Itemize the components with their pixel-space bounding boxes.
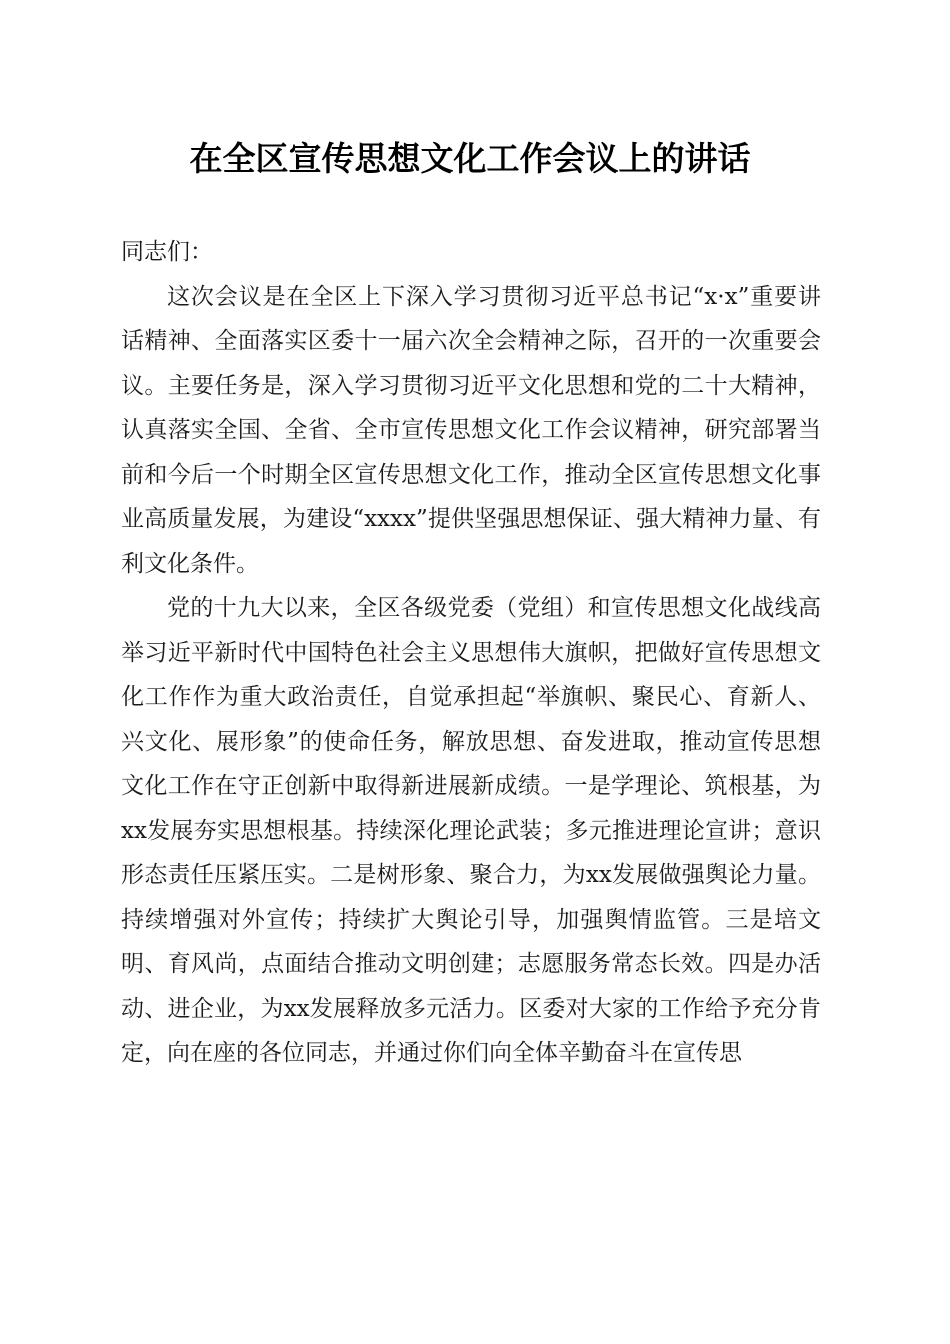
- salutation: 同志们：: [121, 239, 213, 265]
- paragraph-2: 党的十九大以来，全区各级党委（党组）和宣传思想文化战线高举习近平新时代中国特色社会主义思想伟大旗帜，把做好宣传思想文化工作作为重大政治责任，自觉承担起“举旗帜、聚民心、育新人、兴文化、展形象”的使命任务，解放思想、奋发进取，推动宣传思想文化工作在守正创新中取得新进展新成绩。一是学理论、筑根基，为xx发展夯实思想根基。持续深化理论武装；多元推进理论宣讲；意识形态责任压紧压实。二是树形象、聚合力，为xx发展做强舆论力量。持续增强对外宣传；持续扩大舆论引导，加强舆情监管。三是培文明、育风尚，点面结合推动文明创建；志愿服务常态长效。四是办活动、进企业，为xx发展释放多元活力。区委对大家的工作给予充分肯定，向在座的各位同志，并通过你们向全体辛勤奋斗在宣传思: [121, 595, 821, 1066]
- paragraph-1: 这次会议是在全区上下深入学习贯彻习近平总书记“x·x”重要讲话精神、全面落实区委十一届六次全会精神之际，召开的一次重要会议。主要任务是，深入学习贯彻习近平文化思想和党的二十大精神，认真落实全国、全省、全市宣传思想文化工作会议精神，研究部署当前和今后一个时期全区宣传思想文化工作，推动全区宣传思想文化事业高质量发展，为建设“xxxx”提供坚强思想保证、强大精神力量、有利文化条件。: [121, 283, 821, 577]
- document-body: [121, 230, 821, 1076]
- page-title: 在全区宣传思想文化工作会议上的讲话: [189, 139, 751, 178]
